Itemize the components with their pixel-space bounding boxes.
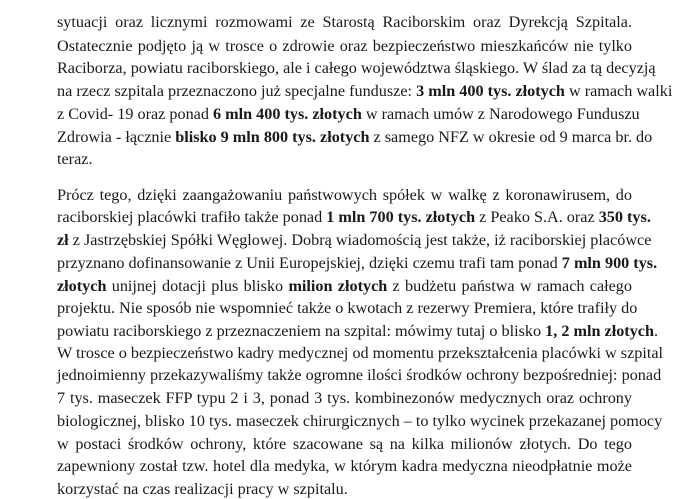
emphasized-amount: 3 mln 400 tys. złotych: [416, 82, 565, 100]
text-span: sytuacji oraz licznymi rozmowami ze Starostą Raciborskim oraz Dyrekcją Szpitala.: [57, 13, 632, 31]
text-span: w ramach umów z Narodowego Funduszu: [361, 105, 640, 123]
emphasized-amount: 1 mln 700 tys. złotych: [326, 208, 476, 226]
text-span: zapewniony został tzw. hotel dla medyka, w którym kadra medyczna nieodpłatnie może: [57, 457, 632, 475]
text-line: [57, 456, 632, 476]
text-line: [57, 276, 632, 296]
text-span: przyznano dofinansowanie z Unii Europejskiej, dzięki czemu trafi tam ponad: [57, 254, 562, 272]
text-line: [57, 343, 664, 363]
emphasized-amount: 6 mln 400 tys. złotych: [213, 105, 362, 123]
text-span: Ostatecznie podjęto ją w trosce o zdrowie oraz bezpieczeństwo mieszkańców nie tylko: [57, 37, 632, 55]
emphasized-amount: milion złotych: [288, 277, 388, 295]
text-line: [57, 388, 632, 408]
text-span: .: [653, 322, 659, 340]
text-span: 7 tys. maseczek FFP typu 2 i 3, ponad 3 tys. kombinezonów medycznych oraz ochrony: [57, 389, 632, 407]
text-span: Prócz tego, dzięki zaangażowaniu państwowych spółek w walkę z koronawirusem, do: [57, 186, 632, 204]
text-span: projektu. Nie sposób nie wspomnieć także o kwotach z rezerwy Premiera, które trafiły do: [57, 299, 638, 317]
text-line: [57, 298, 638, 318]
text-line: [57, 253, 658, 273]
text-span: na rzecz szpitala przeznaczono już specjalne fundusze:: [57, 82, 417, 100]
emphasized-amount: blisko 9 mln 800 tys. złotych: [175, 128, 370, 146]
emphasized-amount: 1, 2 mln złotych: [545, 322, 654, 340]
text-span: z Jastrzębskiej Spółki Węglowej. Dobrą wiadomością jest także, iż raciborskiej placówce: [68, 231, 652, 249]
text-span: raciborskiej placówki trafiło także ponad: [57, 208, 327, 226]
text-span: Raciborza, powiatu raciborskiego, ale i całego województwa śląskiego. W ślad za tą decyzją: [57, 59, 656, 77]
text-line: [57, 81, 673, 101]
text-line: [57, 479, 348, 499]
text-span: jednoimienny przekazywaliśmy także ogromne ilości środków ochrony bezpośredniej: ponad: [57, 366, 662, 384]
emphasized-amount: złotych: [57, 277, 107, 295]
text-line: [57, 365, 662, 385]
text-span: z Covid- 19 oraz ponad: [57, 105, 213, 123]
text-line: [57, 104, 640, 124]
text-line: [57, 58, 656, 78]
text-span: powiatu raciborskiego z przeznaczeniem na szpital: mówimy tutaj o blisko: [57, 322, 546, 340]
text-line: [57, 321, 658, 341]
text-span: biologicznej, blisko 10 tys. maseczek chirurgicznych – to tylko wycinek przekazanej pomocy: [57, 412, 663, 430]
text-line: [57, 127, 653, 147]
text-span: z samego NFZ w okresie od 9 marca br. do: [369, 128, 653, 146]
emphasized-amount: zł: [57, 231, 69, 249]
text-line: [57, 230, 652, 250]
text-line: [57, 207, 651, 227]
text-span: w postaci środków ochrony, które szacowane są na kilka milionów złotych. Do tego: [57, 435, 632, 453]
text-span: z Peako S.A. oraz: [475, 208, 599, 226]
text-span: W trosce o bezpieczeństwo kadry medycznej od momentu przekształcenia placówki w szpital: [57, 344, 664, 362]
text-line: [57, 12, 632, 32]
text-span: z budżetu państwa w ramach całego: [387, 277, 632, 295]
text-line: [57, 411, 663, 431]
text-span: korzystać na czas realizacji pracy w szpitalu.: [57, 480, 348, 498]
text-line: [57, 36, 632, 56]
emphasized-amount: 7 mln 900 tys.: [561, 254, 658, 272]
text-line: [57, 149, 93, 169]
text-line: [57, 185, 632, 205]
text-span: unijnej dotacji plus blisko: [106, 277, 289, 295]
text-span: teraz.: [57, 150, 93, 168]
emphasized-amount: 350 tys.: [598, 208, 651, 226]
text-line: [57, 434, 632, 454]
text-span: Zdrowia - łącznie: [57, 128, 176, 146]
text-span: w ramach walki: [564, 82, 673, 100]
